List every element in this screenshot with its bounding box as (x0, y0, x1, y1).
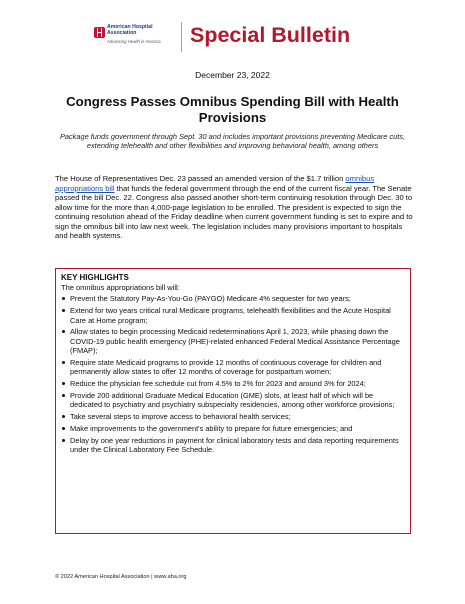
list-item (61, 412, 405, 421)
list-item (61, 436, 405, 455)
highlights-list (61, 294, 405, 454)
bullet-icon (62, 394, 65, 397)
subheadline: Package funds government through Sept. 30 and includes important provisions preventing Medicare cuts, extending telehealth and other flexibilities and improving behavioral health, among others (59, 132, 406, 151)
aha-logo[interactable] (94, 24, 174, 54)
bullet-icon (62, 309, 65, 312)
list-item (61, 358, 405, 377)
bullet-icon (62, 415, 65, 418)
logo-name: American Hospital Association (107, 24, 153, 36)
key-highlights-title: KEY HIGHLIGHTS (61, 273, 129, 282)
list-item (61, 391, 405, 410)
key-highlights-intro: The omnibus appropriations bill will: (61, 283, 180, 292)
list-item (61, 294, 405, 303)
bulletin-title: Special Bulletin (190, 23, 351, 47)
hospital-h-icon (94, 27, 105, 38)
list-item-text: Prevent the Statutory Pay-As-You-Go (PAYGO) Medicare 4% sequester for two years; (70, 294, 351, 304)
omnibus-bill-link[interactable]: omnibus appropriations bill (55, 174, 375, 193)
list-item-text: Make improvements to the government's ability to prepare for future emergencies; and (70, 424, 353, 434)
list-item (61, 306, 405, 325)
bullet-icon (62, 330, 65, 333)
bullet-icon (62, 382, 65, 385)
bullet-icon (62, 439, 65, 442)
list-item-text: Delay by one year reductions in payment for clinical laboratory tests and data reporting requirements under the Clinical Laboratory Fee Schedule. (70, 436, 399, 455)
body-text-end: that funds the federal government through the end of the current fiscal year. The Senate passed the bill Dec. 22. Congress also passed another short-term continuing resolution through Dec. 30 to allow time for the more than 4,000-page legislation to be enrolled. The president is expected to sign the continuing resolution ahead of the Friday deadline when current government funding is set to expire and to sign the omnibus bill into law next week. The legislation includes many provisions important to hospitals and health systems. (55, 183, 413, 240)
list-item (61, 327, 405, 355)
header (94, 22, 394, 56)
list-item-text: Take several steps to improve access to behavioral health services; (70, 412, 291, 422)
list-item-text: Extend for two years critical rural Medicare programs, telehealth flexibilities and the Acute Hospital Care at Home program; (70, 306, 391, 325)
bullet-icon (62, 297, 65, 300)
list-item (61, 379, 405, 388)
list-item-text: Allow states to begin processing Medicaid redeterminations April 1, 2023, while phasing down the COVID-19 public health emergency (PHE)-related enhanced Federal Medical Assistance Percentage (FMAP); (70, 327, 400, 356)
logo-tagline: Advancing Health in America (107, 39, 161, 44)
body-paragraph (55, 174, 413, 241)
body-text-start: The House of Representatives Dec. 23 passed an amended version of the $1.7 trillion (55, 174, 346, 183)
header-divider (181, 22, 182, 52)
headline: Congress Passes Omnibus Spending Bill with Health Provisions (66, 94, 399, 125)
key-highlights-box (55, 268, 411, 534)
footer: © 2022 American Hospital Association | www.aha.org (55, 574, 187, 580)
list-item-text: Reduce the physician fee schedule cut from 4.5% to 2% for 2023 and around 3% for 2024; (70, 379, 366, 389)
list-item-text: Require state Medicaid programs to provide 12 months of continuous coverage for children and permanently allow states to offer 12 months of coverage for postpartum women; (70, 357, 382, 377)
list-item-text: Provide 200 additional Graduate Medical Education (GME) slots, at least half of which will be dedicated to psychiatry and psychiatry subspecialty residencies, among other workforce provisions; (70, 391, 395, 410)
bullet-icon (62, 361, 65, 364)
bullet-icon (62, 427, 65, 430)
list-item (61, 424, 405, 433)
publication-date: December 23, 2022 (195, 70, 270, 80)
